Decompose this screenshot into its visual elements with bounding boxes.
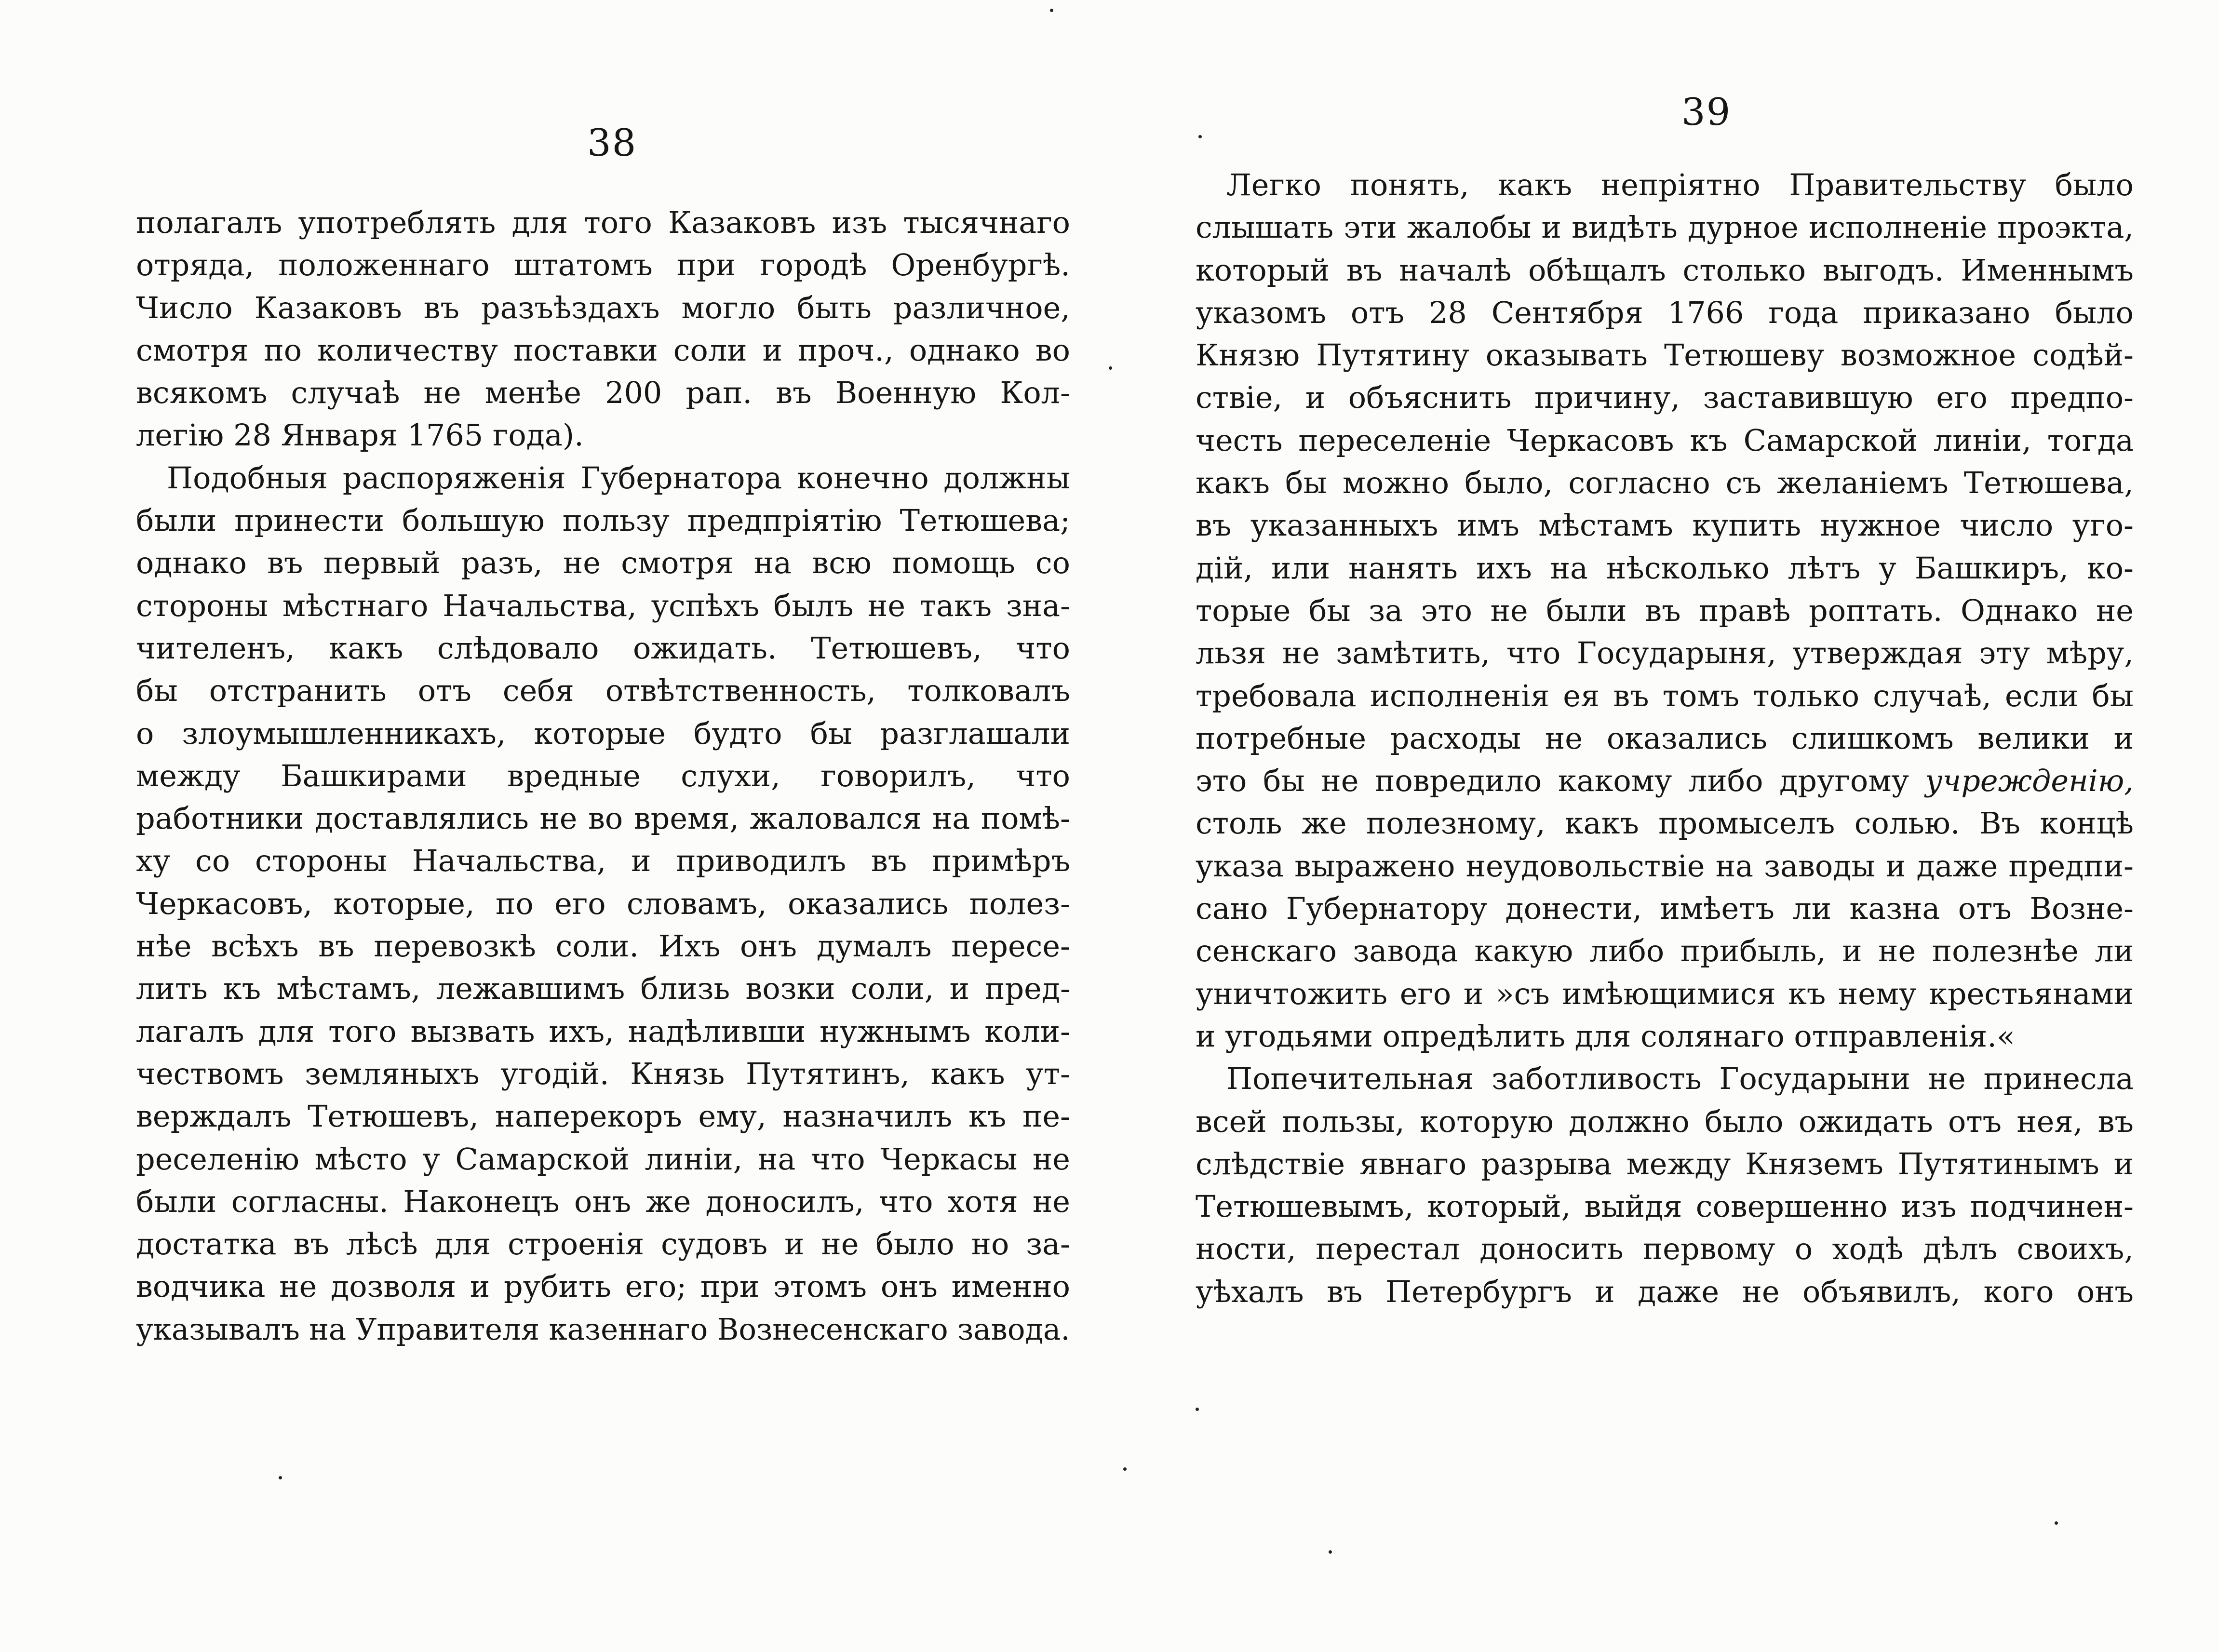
text-line: указомъ отъ 28 Сентября 1766 года приказано было xyxy=(1196,295,2134,330)
scan-speck xyxy=(279,1476,282,1479)
text-line: требовала исполненія ея въ томъ только случаѣ, если бы xyxy=(1196,678,2134,713)
text-line: водчика не дозволя и рубить его; при этомъ онъ именно xyxy=(136,1269,1070,1304)
text-line: слѣдствіе явнаго разрыва между Княземъ Путятинымъ и xyxy=(1196,1146,2134,1182)
text-line: стороны мѣстнаго Начальства, успѣхъ былъ не такъ зна- xyxy=(136,588,1070,623)
text-line: полагалъ употреблять для того Казаковъ изъ тысячнаго xyxy=(136,205,1070,240)
text-line: сано Губернатору донести, имѣетъ ли казна отъ Возне- xyxy=(1196,891,2134,927)
text-line: сенскаго завода какую либо прибыль, и не полезнѣе ли xyxy=(1196,933,2134,969)
text-line: чествомъ земляныхъ угодій. Князь Путятинъ, какъ ут- xyxy=(136,1056,1070,1091)
text-line: указа выражено неудовольствіе на заводы и даже предпи- xyxy=(1196,848,2134,884)
text-line: Легко понять, какъ непріятно Правительству было xyxy=(1226,167,2134,202)
text-line: работники доставлялись не во время, жаловался на помѣ- xyxy=(136,801,1070,836)
text-line: всякомъ случаѣ не менѣе 200 рап. въ Военную Кол- xyxy=(136,375,1070,411)
text-fragment: это бы не повредило какому либо другому xyxy=(1196,763,1909,799)
page-number-right: 39 xyxy=(1681,91,1732,134)
text-line: всей пользы, которую должно было ожидать отъ нея, въ xyxy=(1196,1103,2134,1139)
text-line: были принести большую пользу предпріятію Тетюшева; xyxy=(136,503,1070,538)
text-line: были согласны. Наконецъ онъ же доносилъ, что хотя не xyxy=(136,1183,1070,1219)
text-line: льзя не замѣтить, что Государыня, утверждая эту мѣру, xyxy=(1196,635,2134,671)
page-number-left: 38 xyxy=(587,121,637,165)
text-line: какъ бы можно было, согласно съ желаніемъ Тетюшева, xyxy=(1196,465,2134,501)
text-line: лагалъ для того вызвать ихъ, надѣливши нужнымъ коли- xyxy=(136,1013,1070,1049)
text-line: достатка въ лѣсѣ для строенія судовъ и не было но за- xyxy=(136,1226,1070,1262)
text-line: Число Казаковъ въ разъѣздахъ могло быть различное, xyxy=(136,290,1070,325)
right-page-text xyxy=(1196,164,2134,1313)
text-line: который въ началѣ обѣщалъ столько выгодъ. Именнымъ xyxy=(1196,252,2134,288)
text-line: и угодьями опредѣлить для солянаго отправленія.« xyxy=(1196,1018,2015,1054)
scan-speck xyxy=(1198,135,1202,138)
scan-speck xyxy=(1329,1550,1332,1554)
text-line: Черкасовъ, которые, по его словамъ, оказались полез- xyxy=(136,886,1070,921)
scan-speck xyxy=(1196,1408,1199,1411)
text-line: о злоумышленникахъ, которые будто бы разглашали xyxy=(136,715,1070,751)
right-page xyxy=(1109,0,2218,1652)
text-line: торые бы за это не были въ правѣ роптать. Однако не xyxy=(1196,592,2134,628)
text-line: отряда, положеннаго штатомъ при городѣ Оренбургѣ. xyxy=(136,247,1070,283)
text-line: Попечительная заботливость Государыни не принесла xyxy=(1226,1061,2134,1097)
text-line: чителенъ, какъ слѣдовало ожидать. Тетюшевъ, что xyxy=(136,630,1070,666)
text-line: уничтожить его и »съ имѣющимися къ нему крестьянами xyxy=(1196,976,2134,1011)
text-line-with-italic xyxy=(1196,760,2134,802)
text-line: однако въ первый разъ, не смотря на всю помощь со xyxy=(136,545,1070,581)
text-line: Князю Путятину оказывать Тетюшеву возможное содѣй- xyxy=(1196,337,2134,373)
text-line: потребные расходы не оказались слишкомъ велики и xyxy=(1196,720,2134,756)
text-line: Подобныя распоряженія Губернатора конечно должны xyxy=(167,460,1070,496)
text-line: бы отстранить отъ себя отвѣтственность, толковалъ xyxy=(136,673,1070,709)
text-line: лить къ мѣстамъ, лежавшимъ близь возки соли, и пред- xyxy=(136,971,1070,1007)
scan-speck xyxy=(1050,9,1053,12)
italic-word: учрежденію, xyxy=(1925,763,2134,799)
text-line: столь же полезному, какъ промыселъ солью. Въ концѣ xyxy=(1196,806,2134,841)
text-line: Тетюшевымъ, который, выйдя совершенно изъ подчинен- xyxy=(1196,1189,2134,1224)
scan-speck xyxy=(2055,1521,2058,1525)
text-line: честь переселеніе Черкасовъ къ Самарской линіи, тогда xyxy=(1196,422,2134,458)
text-line: указывалъ на Управителя казеннаго Вознесенскаго завода. xyxy=(136,1311,1070,1347)
text-line: легію 28 Января 1765 года). xyxy=(136,417,584,453)
text-line: нѣе всѣхъ въ перевозкѣ соли. Ихъ онъ думалъ пересе- xyxy=(136,928,1070,964)
text-line: реселенію мѣсто у Самарской линіи, на что Черкасы не xyxy=(136,1141,1070,1177)
text-line: между Башкирами вредные слухи, говорилъ, что xyxy=(136,758,1070,793)
text-line: уѣхалъ въ Петербургъ и даже не объявилъ, кого онъ xyxy=(1196,1274,2134,1309)
left-page-text xyxy=(136,201,1070,1351)
text-line: смотря по количеству поставки соли и проч., однако во xyxy=(136,332,1070,368)
text-line: ности, перестал доносить первому о ходѣ дѣлъ своихъ, xyxy=(1196,1231,2134,1267)
scan-speck xyxy=(1123,1467,1127,1471)
text-line: въ указанныхъ имъ мѣстамъ купить нужное число уго- xyxy=(1196,508,2134,543)
text-line: ствіе, и объяснить причину, заставившую его предпо- xyxy=(1196,380,2134,416)
text-line: верждалъ Тетюшевъ, наперекоръ ему, назначилъ къ пе- xyxy=(136,1099,1070,1134)
scan-speck xyxy=(1109,366,1112,370)
text-line: слышать эти жалобы и видѣть дурное исполненіе проэкта, xyxy=(1196,210,2134,245)
text-line: дій, или нанять ихъ на нѣсколько лѣтъ у Башкиръ, ко- xyxy=(1196,550,2134,586)
text-line: ху со стороны Начальства, и приводилъ въ примѣръ xyxy=(136,843,1070,879)
